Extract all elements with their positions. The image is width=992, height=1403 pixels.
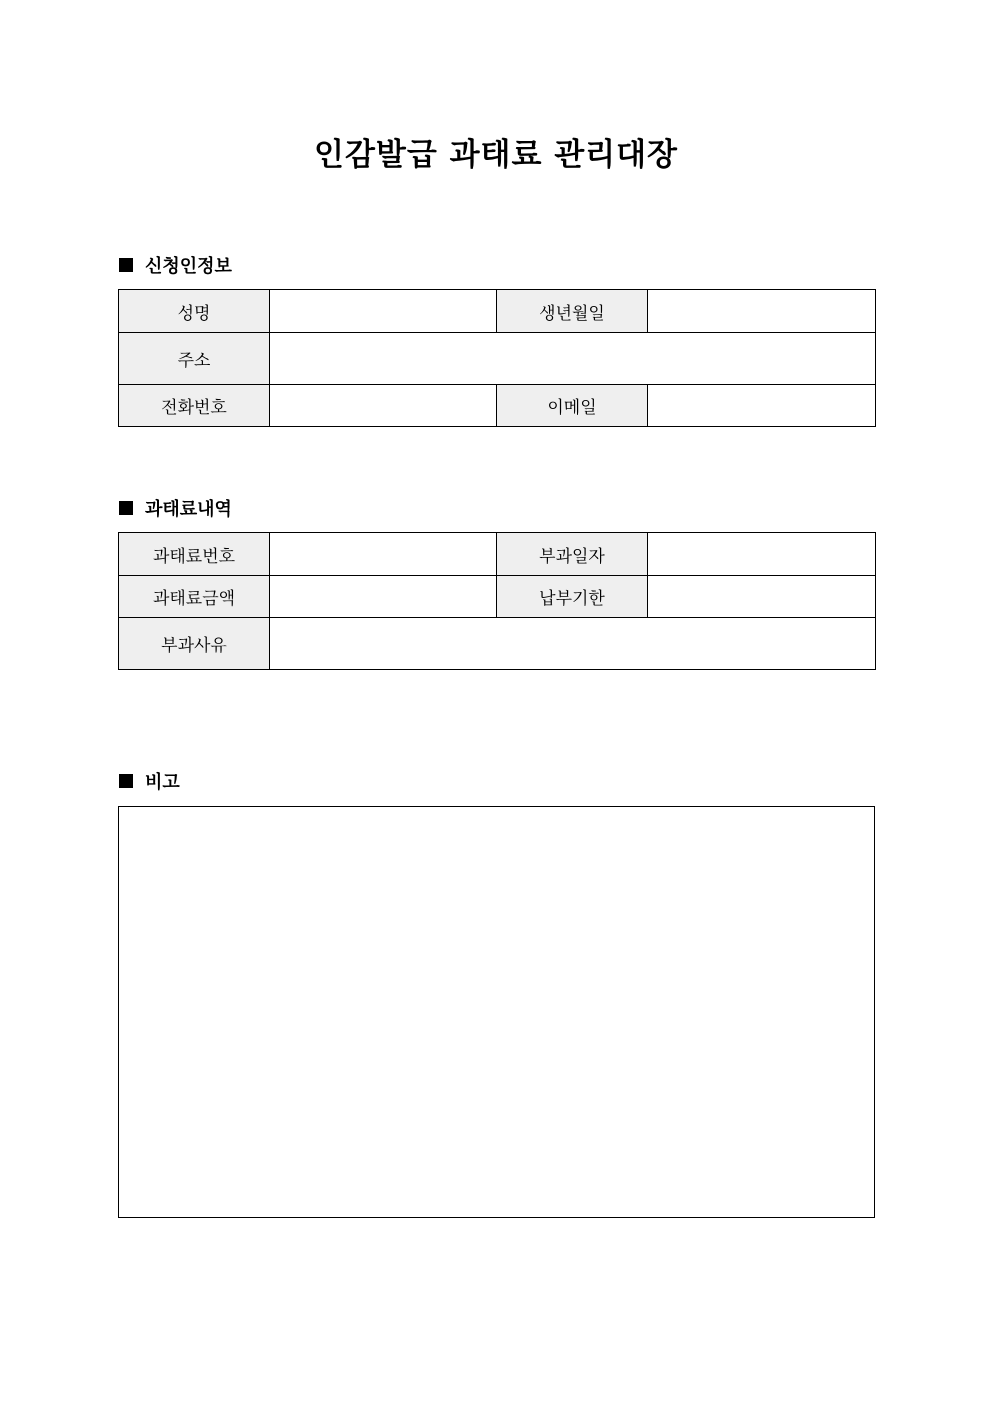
fine-amount-label: 과태료금액 — [119, 576, 270, 618]
imposition-date-field[interactable] — [648, 533, 876, 576]
applicant-section-heading — [119, 253, 232, 277]
fine-number-label: 과태료번호 — [119, 533, 270, 576]
fine-number-field[interactable] — [270, 533, 497, 576]
remarks-field[interactable] — [118, 806, 875, 1218]
table-row — [119, 618, 876, 670]
reason-field[interactable] — [270, 618, 876, 670]
square-bullet-icon — [119, 774, 133, 788]
table-row — [119, 290, 876, 333]
table-row — [119, 385, 876, 427]
name-label: 성명 — [119, 290, 270, 333]
reason-label: 부과사유 — [119, 618, 270, 670]
document-title: 인감발급 과태료 관리대장 — [314, 137, 678, 173]
table-row — [119, 333, 876, 385]
fine-section-title: 과태료내역 — [145, 499, 232, 520]
table-row — [119, 533, 876, 576]
email-field[interactable] — [648, 385, 876, 427]
fine-amount-field[interactable] — [270, 576, 497, 618]
address-label: 주소 — [119, 333, 270, 385]
email-label: 이메일 — [497, 385, 648, 427]
fine-details-table — [118, 532, 876, 670]
due-date-field[interactable] — [648, 576, 876, 618]
applicant-section-title: 신청인정보 — [145, 256, 232, 277]
applicant-info-table — [118, 289, 876, 427]
square-bullet-icon — [119, 501, 133, 515]
square-bullet-icon — [119, 258, 133, 272]
due-date-label: 납부기한 — [497, 576, 648, 618]
name-field[interactable] — [270, 290, 497, 333]
table-row — [119, 576, 876, 618]
birthdate-field[interactable] — [648, 290, 876, 333]
remarks-section-title: 비고 — [145, 772, 180, 793]
phone-field[interactable] — [270, 385, 497, 427]
birthdate-label: 생년월일 — [497, 290, 648, 333]
address-field[interactable] — [270, 333, 876, 385]
phone-label: 전화번호 — [119, 385, 270, 427]
imposition-date-label: 부과일자 — [497, 533, 648, 576]
fine-section-heading — [119, 496, 232, 520]
remarks-section-heading — [119, 769, 180, 793]
